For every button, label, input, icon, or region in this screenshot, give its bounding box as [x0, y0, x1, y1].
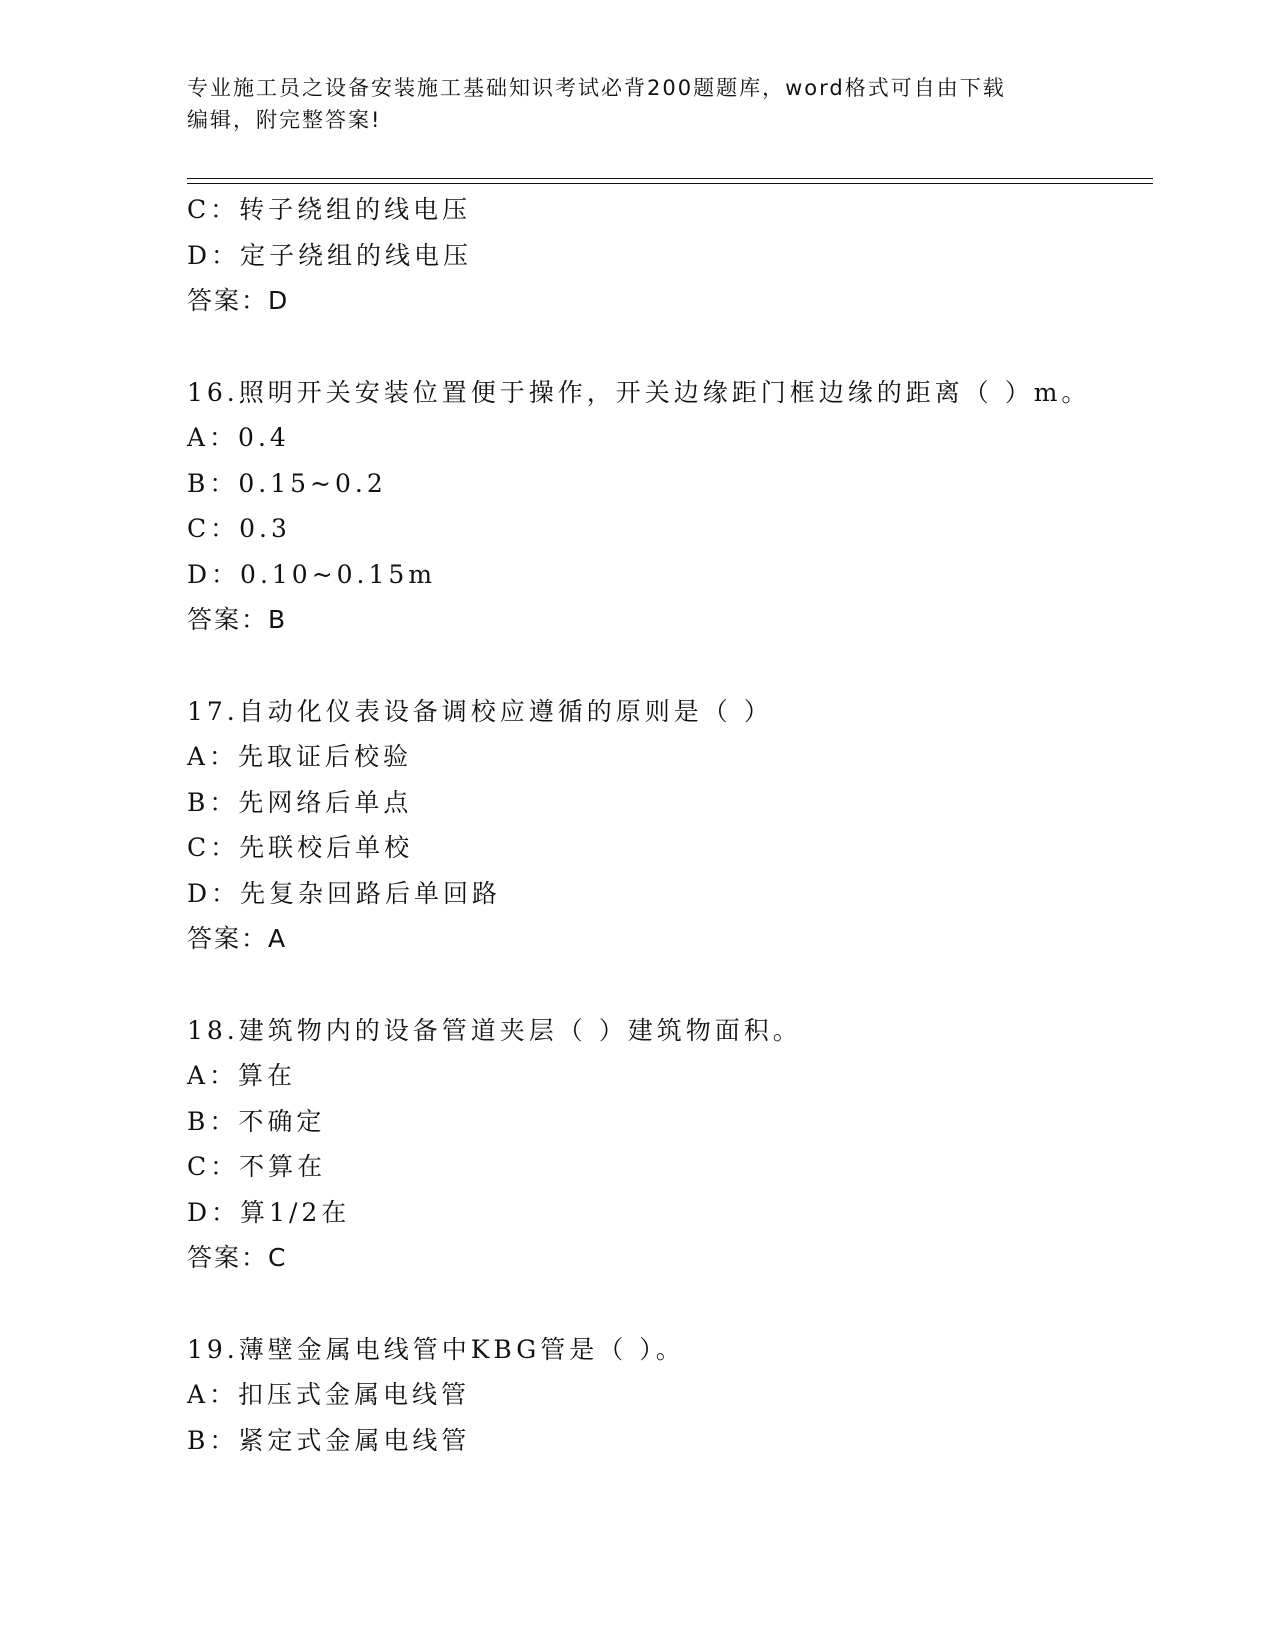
answer-line: 答案：D: [187, 286, 290, 315]
option-b: B：紧定式金属电线管: [187, 1425, 471, 1455]
spacer: [187, 962, 1153, 1008]
option-d: D：算1/2在: [187, 1197, 351, 1227]
answer-line: 答案：B: [187, 605, 288, 634]
spacer: [187, 1281, 1153, 1327]
question-block-19: [187, 1327, 1153, 1464]
question-list: [187, 187, 1153, 1463]
answer-line: 答案：A: [187, 924, 288, 953]
option-d: D：0.10~0.15m: [187, 559, 437, 589]
option-c: C：0.3: [187, 514, 291, 543]
option-b: B：不确定: [187, 1106, 326, 1136]
option-a: A：0.4: [187, 423, 290, 452]
option-a: A：先取证后校验: [187, 742, 413, 771]
header-divider-bottom: [187, 183, 1153, 184]
header-divider-top: [187, 178, 1153, 179]
option-c: C：先联校后单校: [187, 833, 414, 862]
option-b: B：0.15~0.2: [187, 468, 387, 498]
answer-line: 答案：C: [187, 1243, 288, 1272]
spacer: [187, 324, 1153, 370]
header-title-line-2: 编辑，附完整答案!: [187, 108, 382, 132]
question-stem: 18.建筑物内的设备管道夹层（ ）建筑物面积。: [187, 1015, 802, 1045]
option-c: C：不算在: [187, 1152, 327, 1181]
document-header: [187, 72, 1067, 136]
option-d: D：先复杂回路后单回路: [187, 878, 502, 908]
question-block-16: [187, 370, 1153, 643]
header-title-line-1: 专业施工员之设备安装施工基础知识考试必背200题题库，word格式可自由下载: [187, 76, 1006, 100]
option-c: C：转子绕组的线电压: [187, 195, 472, 224]
question-stem: 17.自动化仪表设备调校应遵循的原则是（ ）: [187, 696, 773, 726]
question-block-18: [187, 1008, 1153, 1281]
option-a: A：算在: [187, 1061, 297, 1090]
option-d: D：定子绕组的线电压: [187, 240, 473, 270]
question-block-15-partial: [187, 187, 1153, 324]
option-a: A：扣压式金属电线管: [187, 1380, 471, 1409]
question-stem: 19.薄壁金属电线管中KBG管是（ ）。: [187, 1334, 685, 1364]
question-block-17: [187, 689, 1153, 962]
spacer: [187, 643, 1153, 689]
option-b: B：先网络后单点: [187, 787, 413, 817]
question-stem: 16.照明开关安装位置便于操作，开关边缘距门框边缘的距离（ ）m。: [187, 377, 1091, 407]
